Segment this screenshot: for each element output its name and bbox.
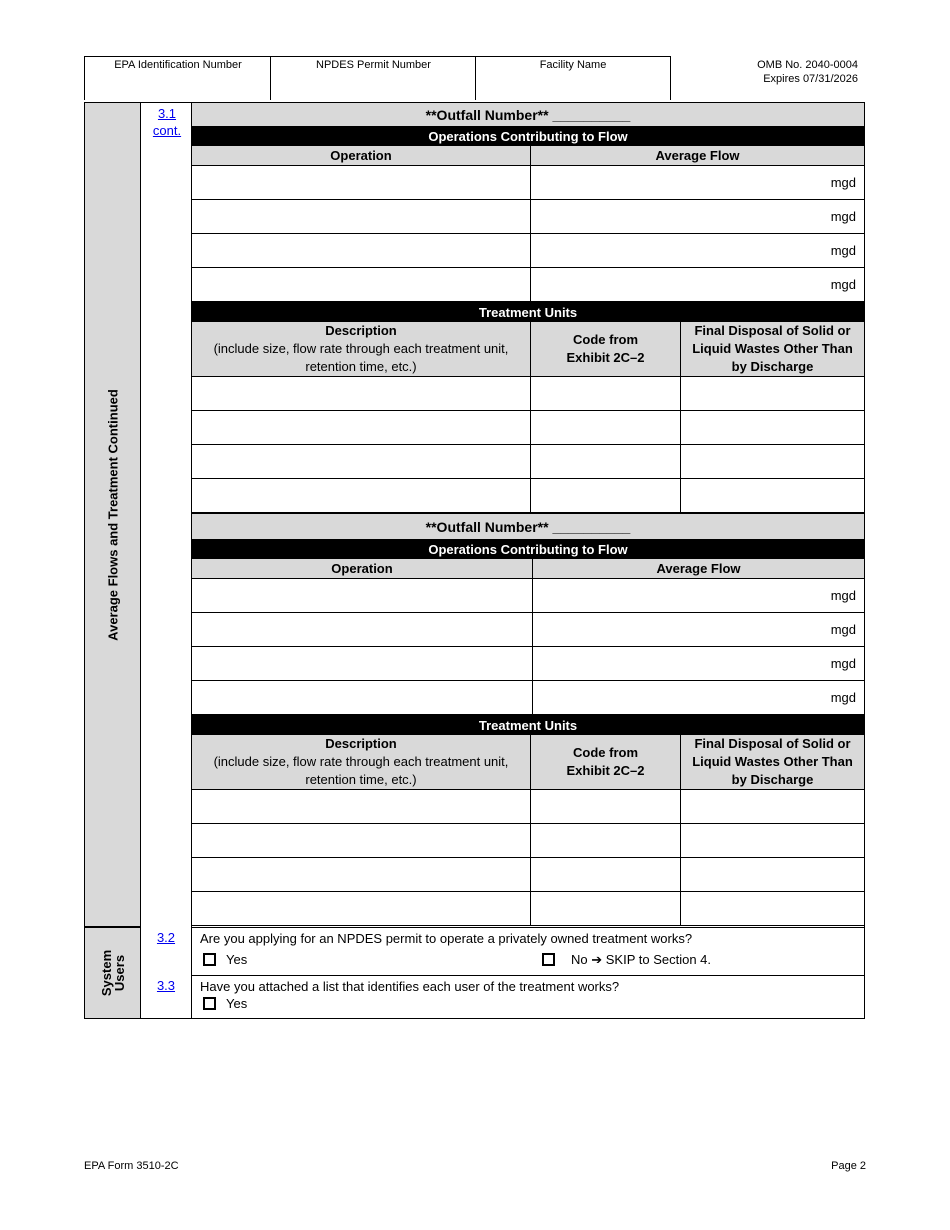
- operation-input[interactable]: [192, 681, 533, 715]
- ops-title: Operations Contributing to Flow: [192, 540, 865, 559]
- table-row: [192, 479, 865, 513]
- table-row: [192, 166, 865, 200]
- unit-label: mgd: [830, 622, 856, 637]
- table-row: [192, 268, 865, 302]
- average-flow-input[interactable]: [531, 200, 865, 234]
- code-input[interactable]: [531, 824, 681, 858]
- table-row: [192, 377, 865, 411]
- link-3-3[interactable]: 3.3: [156, 978, 176, 993]
- col-final-disposal: Final Disposal of Solid or Liquid Wastes Other Than by Discharge: [681, 322, 865, 377]
- system-users-label: System Users: [98, 949, 127, 997]
- table-row: [192, 411, 865, 445]
- link-3-1[interactable]: 3.1 cont.: [152, 106, 182, 138]
- system-users-sidebar: [84, 927, 141, 1019]
- operation-input[interactable]: [192, 268, 531, 302]
- final-disposal-input[interactable]: [681, 377, 865, 411]
- unit-label: mgd: [830, 243, 856, 258]
- code-input[interactable]: [531, 411, 681, 445]
- outfall-block: [191, 102, 865, 302]
- unit-label: mgd: [830, 656, 856, 671]
- link-3-2[interactable]: 3.2: [156, 930, 176, 945]
- table-row: [192, 858, 865, 892]
- code-input[interactable]: [531, 790, 681, 824]
- description-input[interactable]: [192, 479, 531, 513]
- code-input[interactable]: [531, 377, 681, 411]
- average-flow-input[interactable]: [531, 234, 865, 268]
- final-disposal-input[interactable]: [681, 892, 865, 926]
- col-operation: Operation: [192, 559, 533, 579]
- description-input[interactable]: [192, 377, 531, 411]
- final-disposal-input[interactable]: [681, 411, 865, 445]
- col-operation: Operation: [192, 146, 531, 166]
- checkbox-icon: [203, 953, 216, 966]
- ops-title: Operations Contributing to Flow: [192, 127, 865, 146]
- outfall-number[interactable]: **Outfall Number** __________: [192, 514, 865, 540]
- final-disposal-input[interactable]: [681, 858, 865, 892]
- form-number: EPA Form 3510-2C: [84, 1160, 179, 1172]
- table-row: [192, 445, 865, 479]
- number-column: [140, 102, 192, 1019]
- code-input[interactable]: [531, 479, 681, 513]
- description-input[interactable]: [192, 790, 531, 824]
- section-sidebar: [84, 102, 141, 927]
- col-average-flow: Average Flow: [533, 559, 865, 579]
- npdes-label: NPDES Permit Number: [316, 59, 431, 71]
- operation-input[interactable]: [192, 613, 533, 647]
- col-final-disposal: Final Disposal of Solid or Liquid Wastes Other Than by Discharge: [681, 735, 865, 790]
- checkbox-icon: [203, 997, 216, 1010]
- average-flow-input[interactable]: [533, 681, 865, 715]
- description-input[interactable]: [192, 445, 531, 479]
- table-row: [192, 681, 865, 715]
- yes-checkbox-3-2[interactable]: Yes: [203, 952, 247, 967]
- unit-label: mgd: [830, 277, 856, 292]
- operation-input[interactable]: [192, 166, 531, 200]
- unit-label: mgd: [830, 175, 856, 190]
- question-3-3: [191, 975, 865, 1019]
- code-input[interactable]: [531, 858, 681, 892]
- average-flow-input[interactable]: [533, 579, 865, 613]
- yes-checkbox-3-3[interactable]: Yes: [200, 996, 856, 1011]
- average-flow-input[interactable]: [533, 613, 865, 647]
- epa-id-label: EPA Identification Number: [114, 59, 242, 71]
- question-3-2-text: Are you applying for an NPDES permit to operate a privately owned treatment works?: [200, 931, 693, 946]
- unit-label: mgd: [830, 588, 856, 603]
- operation-input[interactable]: [192, 200, 531, 234]
- checkbox-icon: [542, 953, 555, 966]
- operation-input[interactable]: [192, 647, 533, 681]
- omb-info: [757, 58, 858, 86]
- facility-label: Facility Name: [539, 59, 607, 71]
- outfall-number[interactable]: **Outfall Number** __________: [192, 103, 865, 127]
- question-3-3-text: Have you attached a list that identifies each user of the treatment works?: [200, 979, 620, 994]
- code-input[interactable]: [531, 445, 681, 479]
- expiry-date: Expires 07/31/2026: [763, 73, 858, 85]
- operation-input[interactable]: [192, 234, 531, 268]
- col-average-flow: Average Flow: [531, 146, 865, 166]
- section-label: Average Flows and Treatment Continued: [105, 388, 120, 641]
- table-row: [192, 234, 865, 268]
- description-input[interactable]: [192, 858, 531, 892]
- col-code: Code from Exhibit 2C–2: [531, 735, 681, 790]
- unit-label: mgd: [830, 209, 856, 224]
- final-disposal-input[interactable]: [681, 445, 865, 479]
- final-disposal-input[interactable]: [681, 790, 865, 824]
- description-input[interactable]: [192, 411, 531, 445]
- average-flow-input[interactable]: [531, 166, 865, 200]
- outfall-block: [191, 513, 865, 715]
- no-checkbox-3-2[interactable]: No ➔ SKIP to Section 4.: [542, 952, 711, 968]
- final-disposal-input[interactable]: [681, 479, 865, 513]
- page-number: Page 2: [831, 1160, 866, 1172]
- table-row: [192, 824, 865, 858]
- epa-id-field[interactable]: [84, 56, 271, 100]
- question-3-2: [191, 927, 865, 976]
- table-row: [192, 579, 865, 613]
- table-row: [192, 790, 865, 824]
- table-row: [192, 892, 865, 926]
- outfall-blocks: [191, 102, 865, 926]
- npdes-permit-field[interactable]: [270, 56, 476, 100]
- treatment-title: Treatment Units: [192, 716, 865, 735]
- code-input[interactable]: [531, 892, 681, 926]
- final-disposal-input[interactable]: [681, 824, 865, 858]
- treatment-table: [191, 302, 865, 513]
- facility-name-field[interactable]: [475, 56, 671, 100]
- operation-input[interactable]: [192, 579, 533, 613]
- table-row: [192, 647, 865, 681]
- treatment-table: [191, 715, 865, 926]
- col-description: Description (include size, flow rate through each treatment unit, retention time, etc.): [192, 322, 531, 377]
- description-input[interactable]: [192, 824, 531, 858]
- table-row: [192, 613, 865, 647]
- average-flow-input[interactable]: [531, 268, 865, 302]
- col-code: Code from Exhibit 2C–2: [531, 322, 681, 377]
- omb-number: OMB No. 2040-0004: [757, 59, 858, 71]
- description-input[interactable]: [192, 892, 531, 926]
- table-row: [192, 200, 865, 234]
- col-description: Description (include size, flow rate through each treatment unit, retention time, etc.): [192, 735, 531, 790]
- unit-label: mgd: [830, 690, 856, 705]
- average-flow-input[interactable]: [533, 647, 865, 681]
- treatment-title: Treatment Units: [192, 303, 865, 322]
